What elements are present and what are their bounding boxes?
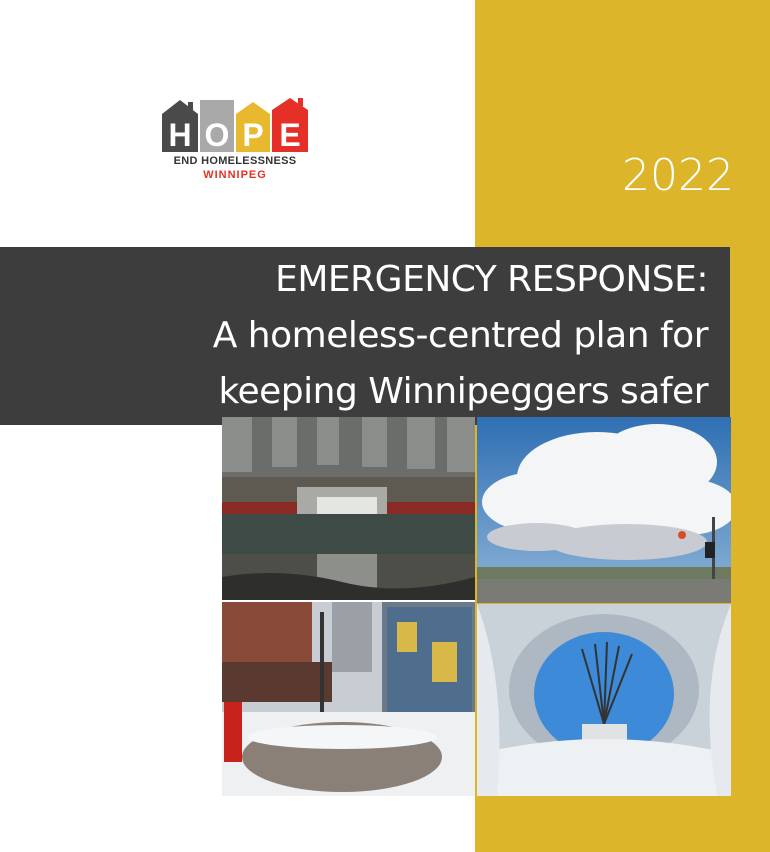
title-line-1: EMERGENCY RESPONSE: bbox=[275, 259, 708, 300]
report-year: 2022 bbox=[622, 150, 734, 201]
logo-tagline: END HOMELESSNESS bbox=[173, 155, 297, 167]
title-line-2: A homeless-centred plan for bbox=[212, 315, 708, 356]
photo-flooded-underpass bbox=[222, 417, 475, 600]
logo-letter-p: P bbox=[242, 117, 264, 153]
photo-snow-tunnel bbox=[477, 604, 731, 796]
title-line-3: keeping Winnipeggers safer bbox=[218, 371, 708, 412]
photo-storm-clouds bbox=[477, 417, 731, 603]
logo-letter-o: O bbox=[204, 117, 230, 153]
photo-snowy-street bbox=[222, 602, 475, 796]
hope-logo bbox=[160, 96, 310, 196]
title-banner bbox=[0, 247, 730, 425]
logo-letter-e: E bbox=[279, 117, 301, 153]
logo-letter-h: H bbox=[168, 117, 192, 153]
logo-city: WINNIPEG bbox=[203, 169, 267, 181]
